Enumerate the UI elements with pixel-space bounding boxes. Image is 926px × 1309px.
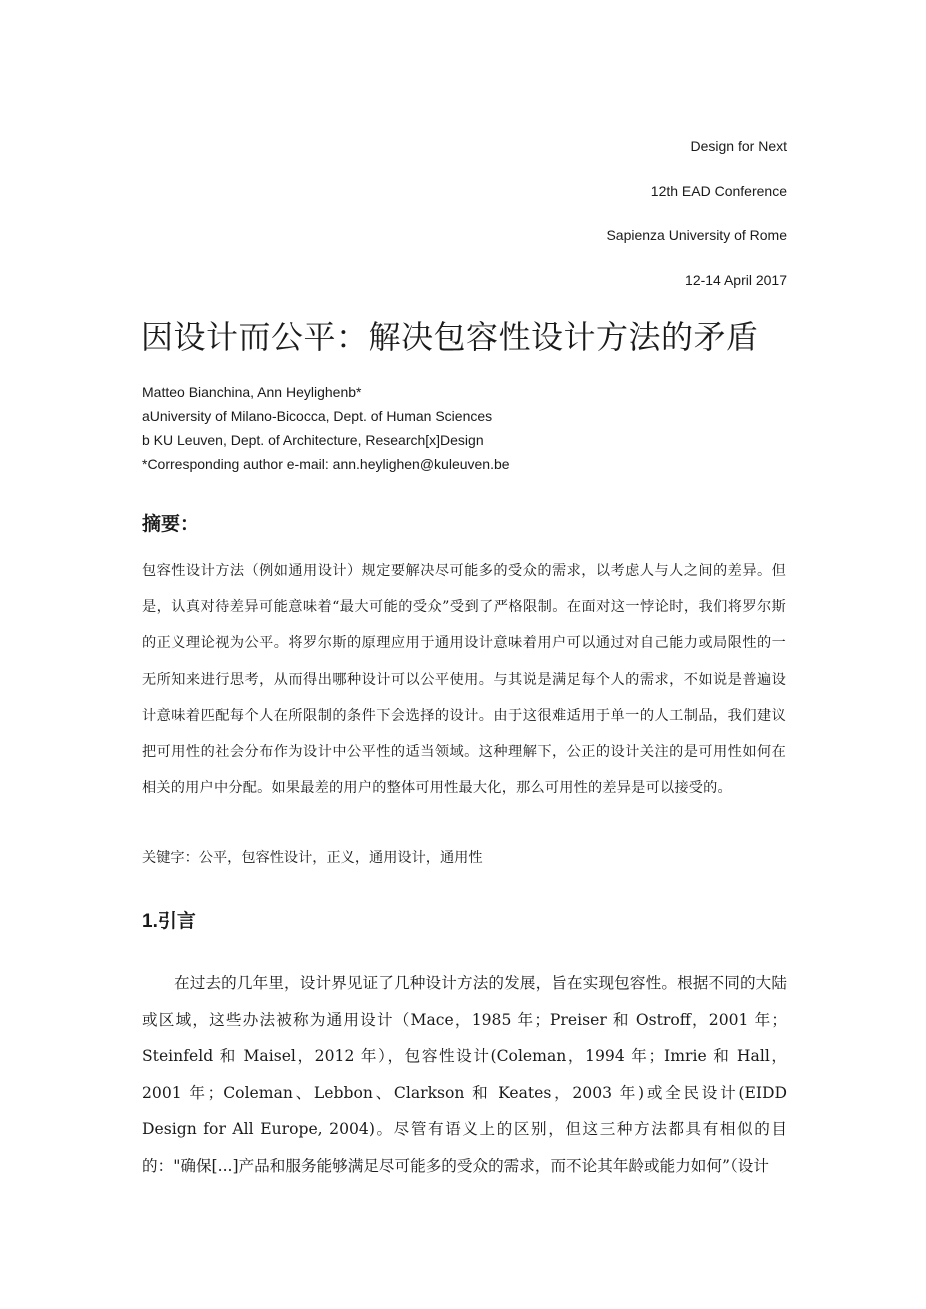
conference-date: 12-14 April 2017 (685, 271, 787, 288)
conference-header (606, 136, 787, 314)
affiliation-a: aUniversity of Milano-Bicocca, Dept. of Human Sciences (142, 408, 493, 424)
abstract-heading: 摘要： (142, 514, 200, 535)
conference-venue: Sapienza University of Rome (606, 227, 787, 243)
affiliation-b: b KU Leuven, Dept. of Architecture, Research[x]Design (142, 432, 484, 448)
corresponding-author: *Corresponding author e-mail: ann.heylighen@kuleuven.be (142, 456, 510, 472)
introduction-paragraph: 在过去的几年里，设计界见证了几种设计方法的发展，旨在实现包容性。根据不同的大陆或区域，这些办法被称为通用设计（Mace，1985 年；Preiser 和 Ostroff，2001 年；Steinfeld 和 Maisel，2012 年），包容性设计(Coleman，1994 年；Imrie 和 Hall，2001 年；Coleman、Lebbon、Clarkson 和 Keates，2003 年)或全民设计(EIDD Design for All Europe, 2004)。尽管有语义上的区别，但这三种方法都具有相似的目的："确保[...]产品和服务能够满足尽可能多的受众的需求，而不论其年龄或能力如何”（设计 (142, 974, 787, 1175)
conference-edition: 12th EAD Conference (650, 182, 787, 199)
abstract-text: 包容性设计方法（例如通用设计）规定要解决尽可能多的受众的需求，以考虑人与人之间的差异。但是，认真对待差异可能意味着“最大可能的受众”受到了严格限制。在面对这一悖论时，我们将罗尔斯的正义理论视为公平。将罗尔斯的原理应用于通用设计意味着用户可以通过对自己能力或局限性的一无所知来进行思考，从而得出哪种设计可以公平使用。与其说是满足每个人的需求，不如说是普遍设计意味着匹配每个人在所限制的条件下会选择的设计。由于这很难适用于单一的人工制品，我们建议把可用性的社会分布作为设计中公平性的适当领域。这种理解下，公正的设计关注的是可用性如何在相关的用户中分配。如果最差的用户的整体可用性最大化，那么可用性的差异是可以接受的。 (142, 563, 786, 797)
keywords: 关键字：公平，包容性设计，正义，通用设计，通用性 (142, 850, 483, 866)
conference-name: Design for Next (690, 138, 787, 154)
paper-title: 因设计而公平：解决包容性设计方法的矛盾 (141, 319, 759, 355)
section-heading-introduction: 1.引言 (142, 911, 196, 932)
author-block (142, 382, 510, 478)
author-names: Matteo Bianchina, Ann Heylighenb* (142, 384, 362, 400)
